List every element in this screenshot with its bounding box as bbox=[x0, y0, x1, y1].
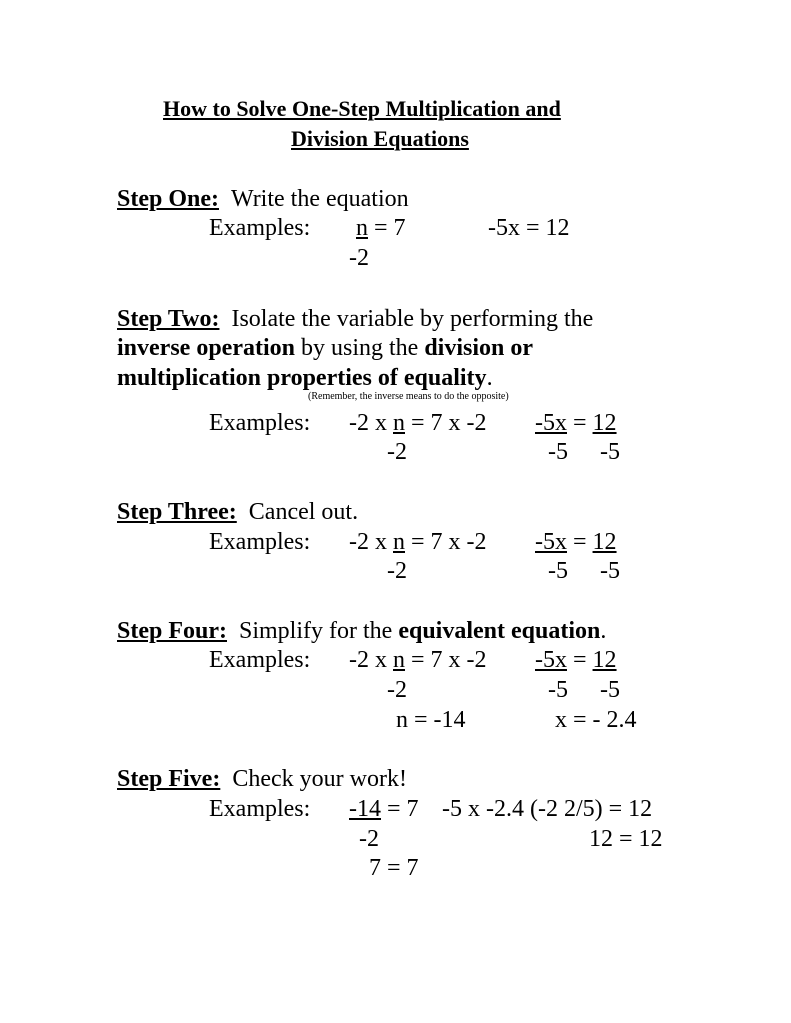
step-five-example-1-denominator: -2 bbox=[359, 826, 379, 852]
step-one-text: Write the equation bbox=[231, 186, 409, 212]
step-four-example-1-variable: n bbox=[393, 647, 405, 673]
step-four-example-1 bbox=[349, 648, 487, 672]
step-two-text-b: by using the bbox=[294, 335, 425, 361]
step-two-remember-note: (Remember, the inverse means to do the opposite) bbox=[308, 391, 509, 402]
step-three-example-1-pre: -2 x bbox=[349, 529, 393, 555]
step-two-example-2-denominator-left: -5 bbox=[548, 439, 568, 465]
step-five-line bbox=[117, 767, 407, 791]
step-three-examples-label: Examples: bbox=[209, 529, 311, 555]
step-four-example-2-denominator-left: -5 bbox=[548, 677, 568, 703]
step-one-line bbox=[117, 187, 409, 211]
step-five-example-1 bbox=[349, 797, 419, 821]
step-one-heading: Step One: bbox=[117, 186, 219, 212]
step-one-example-1-denominator: -2 bbox=[349, 245, 369, 271]
step-two-line-2 bbox=[117, 336, 533, 360]
step-two-heading: Step Two: bbox=[117, 306, 220, 332]
step-four-example-2-numerator: -5x bbox=[535, 647, 567, 673]
step-two-example-2-numerator: -5x bbox=[535, 410, 567, 436]
step-four-period: . bbox=[600, 618, 607, 644]
step-four-bold-equivalent-equation: equivalent equation bbox=[398, 618, 601, 644]
step-three-example-2-denominator-left: -5 bbox=[548, 558, 568, 584]
step-four-example-1-denominator: -2 bbox=[387, 677, 407, 703]
step-two-line-1 bbox=[117, 307, 593, 331]
step-two-example-2 bbox=[535, 411, 617, 435]
step-two-period: . bbox=[486, 365, 493, 391]
step-two-example-2-rhs: 12 bbox=[592, 410, 617, 436]
step-two-example-1-denominator: -2 bbox=[387, 439, 407, 465]
step-one-example-1-variable: n bbox=[356, 215, 368, 241]
step-four-example-2 bbox=[535, 648, 617, 672]
step-four-example-2-equals: = bbox=[567, 647, 593, 673]
step-three-example-2-rhs: 12 bbox=[592, 529, 617, 555]
step-two-example-1-pre: -2 x bbox=[349, 410, 393, 436]
step-three-example-1-post: = 7 x -2 bbox=[405, 529, 487, 555]
step-four-heading: Step Four: bbox=[117, 618, 227, 644]
step-three-example-2-equals: = bbox=[567, 529, 593, 555]
step-five-example-2: -5 x -2.4 (-2 2/5) = 12 bbox=[442, 796, 653, 822]
title-line-1: How to Solve One-Step Multiplication and bbox=[163, 96, 561, 121]
step-four-result-1: n = -14 bbox=[396, 707, 466, 733]
step-two-bold-properties: multiplication properties of equality bbox=[117, 365, 487, 391]
step-one-examples-label: Examples: bbox=[209, 215, 311, 241]
step-three-text: Cancel out. bbox=[248, 499, 359, 525]
step-two-bold-division-or: division or bbox=[424, 335, 534, 361]
step-five-example-1-rest: = 7 bbox=[381, 796, 419, 822]
step-five-example-1-result: 7 = 7 bbox=[369, 855, 419, 881]
step-four-example-2-denominator-right: -5 bbox=[600, 677, 620, 703]
step-four-result-2: x = - 2.4 bbox=[555, 707, 637, 733]
step-two-example-1-variable: n bbox=[393, 410, 405, 436]
step-three-example-2-numerator: -5x bbox=[535, 529, 567, 555]
step-two-bold-inverse-operation: inverse operation bbox=[117, 335, 295, 361]
step-three-example-1-denominator: -2 bbox=[387, 558, 407, 584]
step-one-example-2: -5x = 12 bbox=[488, 215, 570, 241]
step-four-text: Simplify for the bbox=[239, 618, 399, 644]
step-five-text: Check your work! bbox=[232, 766, 407, 792]
title-line-2: Division Equations bbox=[291, 126, 469, 151]
step-four-line bbox=[117, 619, 606, 643]
step-two-example-2-equals: = bbox=[567, 410, 593, 436]
step-one-example-1 bbox=[356, 216, 406, 240]
step-two-example-1-post: = 7 x -2 bbox=[405, 410, 487, 436]
step-five-example-1-numerator: -14 bbox=[349, 796, 381, 822]
step-five-example-2-result: 12 = 12 bbox=[589, 826, 663, 852]
step-three-example-1-variable: n bbox=[393, 529, 405, 555]
step-one-example-1-rest: = 7 bbox=[368, 215, 406, 241]
step-two-example-2-denominator-right: -5 bbox=[600, 439, 620, 465]
step-five-heading: Step Five: bbox=[117, 766, 221, 792]
step-five-examples-label: Examples: bbox=[209, 796, 311, 822]
step-three-line bbox=[117, 500, 358, 524]
step-four-example-2-rhs: 12 bbox=[592, 647, 617, 673]
step-three-example-2-denominator-right: -5 bbox=[600, 558, 620, 584]
step-four-example-1-pre: -2 x bbox=[349, 647, 393, 673]
step-two-text-a: Isolate the variable by performing the bbox=[231, 306, 594, 332]
step-two-example-1 bbox=[349, 411, 487, 435]
step-two-line-3 bbox=[117, 366, 493, 390]
step-three-example-1 bbox=[349, 530, 487, 554]
step-three-heading: Step Three: bbox=[117, 499, 237, 525]
step-four-example-1-post: = 7 x -2 bbox=[405, 647, 487, 673]
step-four-examples-label: Examples: bbox=[209, 647, 311, 673]
step-two-examples-label: Examples: bbox=[209, 410, 311, 436]
step-three-example-2 bbox=[535, 530, 617, 554]
